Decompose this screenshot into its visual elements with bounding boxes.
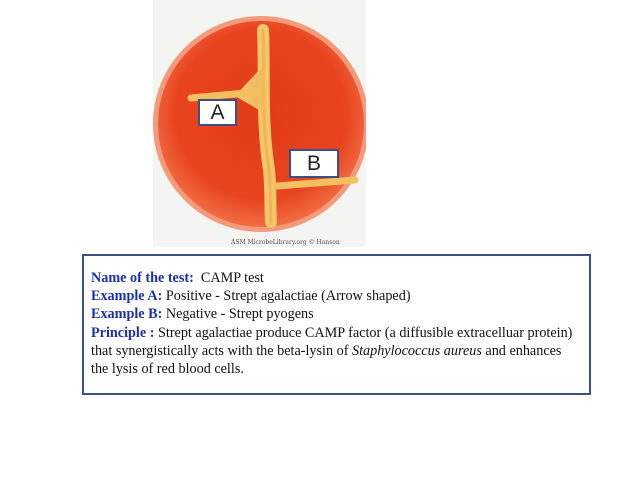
principle-text-end: and enhances the lysis of red blood cells. bbox=[91, 342, 562, 378]
example-a-value: Positive - Strept agalactiae (Arrow shaped) bbox=[165, 288, 411, 305]
agar-plate-drawing bbox=[153, 0, 366, 247]
example-b-value: Negative - Strept pyogens bbox=[165, 306, 314, 323]
label-b-box: B bbox=[289, 149, 339, 178]
info-box bbox=[82, 254, 591, 395]
test-name-key: Name of the test: bbox=[91, 270, 194, 286]
test-name-value: CAMP test bbox=[200, 270, 264, 286]
principle-text-start: Strept agalactiae produce CAMP factor (a diffusible extracelluar protein) that synergistically acts with the beta-lysin of bbox=[91, 324, 573, 359]
label-a-box: A bbox=[198, 99, 237, 126]
principle-organism: Staphylococcus aureus bbox=[351, 342, 482, 359]
camp-test-plate-photo bbox=[153, 0, 366, 247]
example-b-key: Example B: bbox=[91, 306, 163, 323]
principle-paragraph bbox=[91, 324, 582, 379]
test-name-line bbox=[91, 269, 582, 287]
example-b-line bbox=[91, 305, 582, 323]
image-credit: ASM MicrobeLibrary.org © Hanson bbox=[231, 239, 340, 246]
principle-key: Principle : bbox=[91, 324, 155, 341]
example-a-key: Example A: bbox=[91, 288, 163, 305]
example-a-line bbox=[91, 287, 582, 305]
